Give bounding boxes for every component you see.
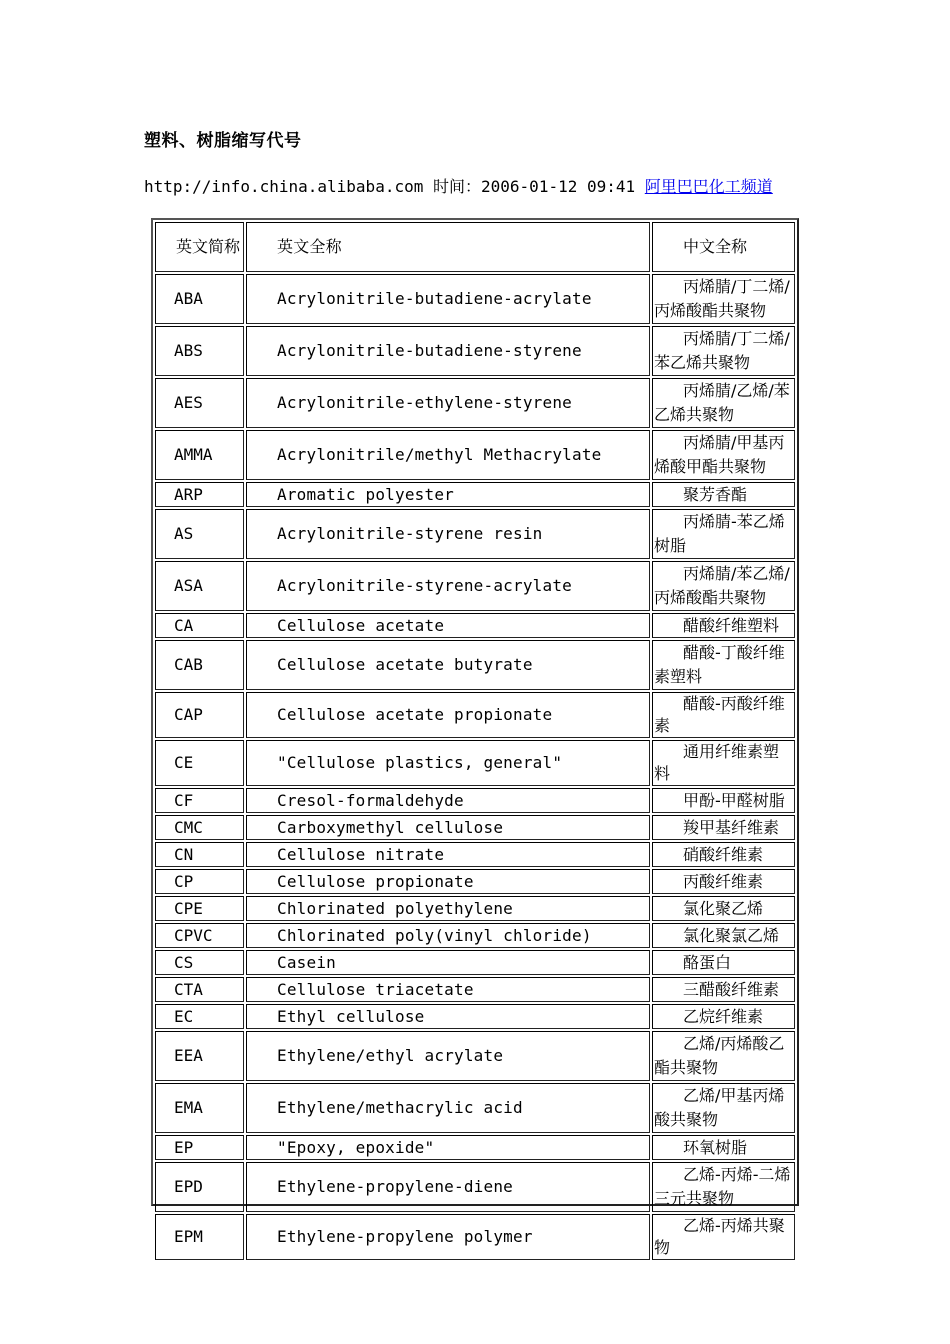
table-row [155,977,795,1002]
cell-abbr: EMA [155,1083,244,1133]
cell-en: Carboxymethyl cellulose [246,815,650,840]
source-url: http://info.china.alibaba.com [144,177,424,196]
cell-en: Acrylonitrile-ethylene-styrene [246,378,650,428]
cell-cn: 通用纤维素塑料 [652,740,795,786]
table-row [155,869,795,894]
table-row [155,1162,795,1212]
cell-abbr: ASA [155,561,244,611]
table-row [155,482,795,507]
cell-en: Ethylene-propylene polymer [246,1214,650,1260]
cell-abbr: CN [155,842,244,867]
cell-cn: 乙烯-丙烯-二烯三元共聚物 [652,1162,795,1212]
table-row [155,692,795,738]
cell-en: Cellulose acetate [246,613,650,638]
cell-en: "Epoxy, epoxide" [246,1135,650,1160]
cell-en: Acrylonitrile-butadiene-acrylate [246,274,650,324]
cell-cn: 醋酸纤维塑料 [652,613,795,638]
cell-en: Ethyl cellulose [246,1004,650,1029]
cell-en: Aromatic polyester [246,482,650,507]
cell-cn: 丙烯腈-苯乙烯树脂 [652,509,795,559]
table-row [155,788,795,813]
cell-cn: 丙酸纤维素 [652,869,795,894]
cell-cn: 丙烯腈/丁二烯/丙烯酸酯共聚物 [652,274,795,324]
table-row [155,896,795,921]
cell-en: Acrylonitrile-styrene-acrylate [246,561,650,611]
cell-cn: 三醋酸纤维素 [652,977,795,1002]
cell-en: Ethylene/methacrylic acid [246,1083,650,1133]
time-label: 时间： [433,177,482,196]
table-row [155,740,795,786]
table-row [155,950,795,975]
table-row [155,1004,795,1029]
table-row [155,815,795,840]
cell-en: Cellulose propionate [246,869,650,894]
cell-abbr: CAB [155,640,244,690]
table-row [155,613,795,638]
table-row [155,923,795,948]
page-title: 塑料、树脂缩写代号 [144,131,302,151]
cell-cn: 乙烷纤维素 [652,1004,795,1029]
cell-abbr: AMMA [155,430,244,480]
cell-en: Acrylonitrile-butadiene-styrene [246,326,650,376]
cell-cn: 氯化聚乙烯 [652,896,795,921]
table-row [155,640,795,690]
header-en: 英文全称 [246,222,650,272]
table-row [155,378,795,428]
cell-cn: 聚芳香酯 [652,482,795,507]
cell-cn: 醋酸-丙酸纤维素 [652,692,795,738]
cell-abbr: AS [155,509,244,559]
cell-abbr: CAP [155,692,244,738]
cell-abbr: CS [155,950,244,975]
cell-abbr: CF [155,788,244,813]
cell-en: Casein [246,950,650,975]
cell-abbr: CPVC [155,923,244,948]
cell-cn: 丙烯腈/丁二烯/苯乙烯共聚物 [652,326,795,376]
cell-cn: 丙烯腈/苯乙烯/丙烯酸酯共聚物 [652,561,795,611]
cell-en: Acrylonitrile/methyl Methacrylate [246,430,650,480]
cell-abbr: CTA [155,977,244,1002]
cell-en: Cresol-formaldehyde [246,788,650,813]
cell-en: Chlorinated poly(vinyl chloride) [246,923,650,948]
cell-en: "Cellulose plastics, general" [246,740,650,786]
cell-cn: 丙烯腈/乙烯/苯乙烯共聚物 [652,378,795,428]
cell-en: Cellulose acetate propionate [246,692,650,738]
cell-abbr: CE [155,740,244,786]
article-meta [144,174,773,197]
publish-time: 2006-01-12 09:41 [481,177,636,196]
cell-en: Chlorinated polyethylene [246,896,650,921]
cell-abbr: EPD [155,1162,244,1212]
cell-en: Ethylene/ethyl acrylate [246,1031,650,1081]
table-row [155,1214,795,1260]
cell-abbr: ABS [155,326,244,376]
table-row [155,1031,795,1081]
cell-cn: 甲酚-甲醛树脂 [652,788,795,813]
cell-abbr: EP [155,1135,244,1160]
cell-abbr: CPE [155,896,244,921]
cell-abbr: ABA [155,274,244,324]
cell-cn: 乙烯/丙烯酸乙酯共聚物 [652,1031,795,1081]
table-row [155,430,795,480]
table-row [155,509,795,559]
cell-cn: 羧甲基纤维素 [652,815,795,840]
cell-cn: 乙烯/甲基丙烯酸共聚物 [652,1083,795,1133]
cell-cn: 酪蛋白 [652,950,795,975]
table-row [155,842,795,867]
cell-cn: 氯化聚氯乙烯 [652,923,795,948]
table-header-row [155,222,795,272]
table-row [155,561,795,611]
cell-cn: 醋酸-丁酸纤维素塑料 [652,640,795,690]
abbreviation-table [151,218,799,1257]
cell-cn: 乙烯-丙烯共聚物 [652,1214,795,1260]
cell-cn: 环氧树脂 [652,1135,795,1160]
cell-abbr: EPM [155,1214,244,1260]
cell-en: Cellulose acetate butyrate [246,640,650,690]
cell-en: Cellulose triacetate [246,977,650,1002]
cell-en: Ethylene-propylene-diene [246,1162,650,1212]
table-row [155,1083,795,1133]
cell-abbr: CP [155,869,244,894]
table-row [155,326,795,376]
cell-abbr: EEA [155,1031,244,1081]
header-cn: 中文全称 [652,222,795,272]
channel-link[interactable]: 阿里巴巴化工频道 [644,177,773,196]
cell-abbr: CA [155,613,244,638]
cell-cn: 丙烯腈/甲基丙烯酸甲酯共聚物 [652,430,795,480]
header-abbr: 英文简称 [155,222,244,272]
cell-en: Acrylonitrile-styrene resin [246,509,650,559]
table-row [155,274,795,324]
cell-abbr: CMC [155,815,244,840]
cell-cn: 硝酸纤维素 [652,842,795,867]
cell-abbr: AES [155,378,244,428]
cell-abbr: EC [155,1004,244,1029]
table-row [155,1135,795,1160]
cell-abbr: ARP [155,482,244,507]
cell-en: Cellulose nitrate [246,842,650,867]
